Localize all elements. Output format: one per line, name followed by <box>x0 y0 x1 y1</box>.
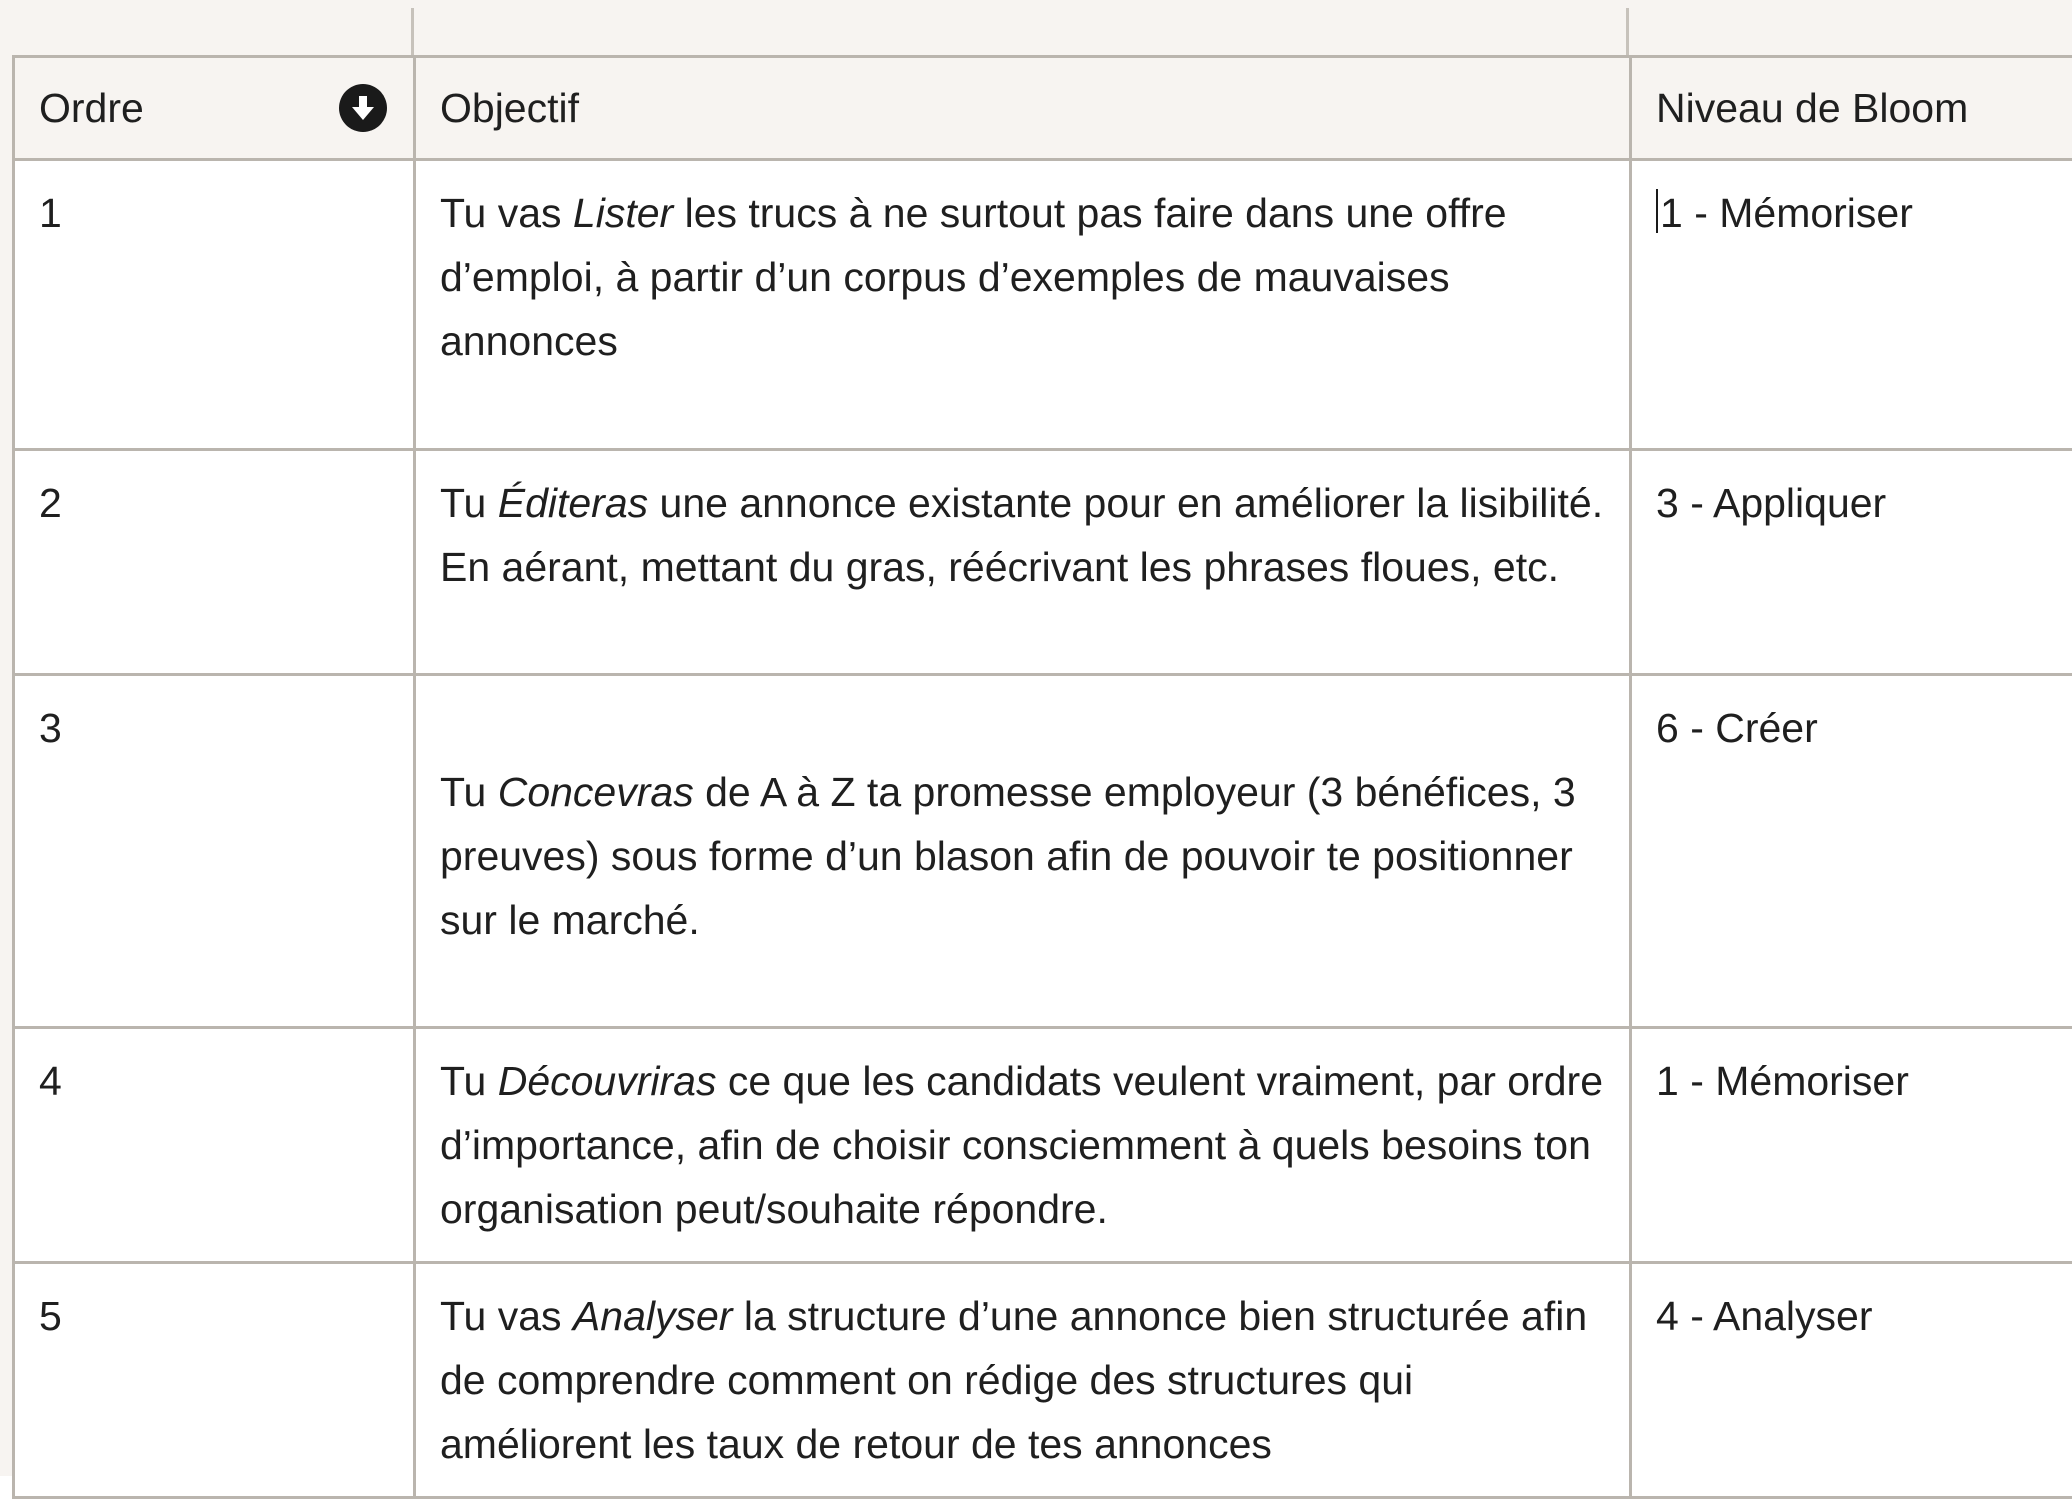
bloom-level: 6 - Créer <box>1656 676 2060 780</box>
table-row <box>14 675 2072 1028</box>
bloom-cell[interactable] <box>1631 450 2072 675</box>
header-objective[interactable] <box>415 57 1631 160</box>
header-order-label: Ordre <box>39 76 144 140</box>
objective-text: une annonce existante pour en améliorer la lisibilité. En aérant, mettant du gras, réécrivant les phrases floues, etc. <box>440 480 1603 590</box>
header-row <box>14 57 2072 160</box>
column-divider <box>411 8 414 57</box>
objectives-table <box>12 55 2072 1499</box>
bloom-level: 4 - Analyser <box>1656 1264 2060 1368</box>
header-bloom[interactable] <box>1631 57 2072 160</box>
header-order[interactable] <box>14 57 415 160</box>
objective-cell[interactable] <box>415 450 1631 675</box>
bloom-cell[interactable] <box>1631 1263 2072 1498</box>
objective-text: Tu <box>440 1058 498 1104</box>
order-cell[interactable]: 4 <box>14 1028 415 1263</box>
objective-text: Tu <box>440 769 498 815</box>
bloom-level: 1 - Mémoriser <box>1660 190 1913 236</box>
bloom-cell[interactable] <box>1631 1028 2072 1263</box>
order-cell[interactable]: 5 <box>14 1263 415 1498</box>
objective-text: de A à Z ta promesse employeur (3 bénéfices, 3 preuves) sous forme d’un blason afin de pouvoir te positionner sur le marché. <box>440 769 1576 943</box>
objective-verb: Lister <box>573 190 673 236</box>
objective-cell[interactable] <box>415 1263 1631 1498</box>
header-bloom-label: Niveau de Bloom <box>1656 85 1968 131</box>
bloom-level: 1 - Mémoriser <box>1656 1029 2060 1133</box>
objective-cell[interactable] <box>415 1028 1631 1263</box>
table-row <box>14 1028 2072 1263</box>
bloom-level: 3 - Appliquer <box>1656 451 2060 555</box>
objective-text: Tu vas <box>440 1293 573 1339</box>
objective-text: les trucs à ne surtout pas faire dans une offre d’emploi, à partir d’un corpus d’exemples de mauvaises annonces <box>440 190 1507 364</box>
order-cell[interactable]: 1 <box>14 160 415 450</box>
header-objective-label: Objectif <box>440 85 579 131</box>
table-row <box>14 160 2072 450</box>
objective-verb: Éditeras <box>498 480 648 526</box>
bloom-cell[interactable] <box>1631 675 2072 1028</box>
table-row <box>14 450 2072 675</box>
arrow-down-circle-icon[interactable] <box>339 84 387 132</box>
order-cell[interactable]: 2 <box>14 450 415 675</box>
column-divider <box>1626 8 1629 57</box>
objective-text: Tu <box>440 480 498 526</box>
table-row <box>14 1263 2072 1498</box>
column-header-band <box>0 0 2072 57</box>
bloom-cell[interactable] <box>1631 160 2072 450</box>
objective-text: ce que les candidats veulent vraiment, par ordre d’importance, afin de choisir consciemment à quels besoins ton organisation peut/souhaite répondre. <box>440 1058 1603 1232</box>
text-cursor <box>1656 189 1658 233</box>
objective-cell[interactable] <box>415 160 1631 450</box>
order-cell[interactable]: 3 <box>14 675 415 1028</box>
objective-verb: Analyser <box>573 1293 733 1339</box>
objective-cell[interactable] <box>415 675 1631 1028</box>
objective-verb: Concevras <box>498 769 694 815</box>
objective-text: Tu vas <box>440 190 573 236</box>
objective-text: la structure d’une annonce bien structurée afin de comprendre comment on rédige des structures qui améliorent les taux de retour de tes annonces <box>440 1293 1587 1467</box>
objective-verb: Découvriras <box>498 1058 717 1104</box>
